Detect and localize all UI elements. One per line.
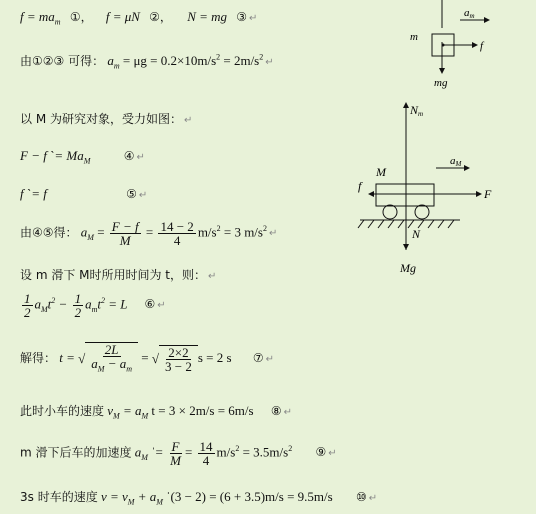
- mark-7: ⑦: [252, 350, 264, 365]
- derive-prefix-2: 由④⑤得：: [20, 225, 78, 240]
- sup: 2: [235, 444, 240, 454]
- mark-6: ⑥: [144, 297, 156, 312]
- label-F: F: [484, 187, 492, 201]
- sup2: 2: [259, 52, 264, 62]
- velocity-prefix: 此时小车的速度: [20, 404, 105, 418]
- label-M: M: [376, 165, 386, 179]
- half-1: $\frac{1}{2}$: [24, 291, 31, 320]
- as: M: [156, 497, 163, 507]
- a-result: = 2m/s: [220, 53, 260, 68]
- unit: m/s: [197, 224, 217, 240]
- eq-line-6: 由④⑤得： $a_M$ = $\frac{F - f}{M}$ = $\frac{14 - 2}{4}$ $m/s^2 = 3$ $m/s^2$ ↵: [20, 219, 278, 248]
- fraction-14-4: $\frac{14}{4}$: [199, 439, 213, 468]
- a-value: = μg = 0.2×10m/s: [119, 53, 217, 68]
- normal-force: N = mg: [187, 9, 228, 24]
- research-object-text: 以 M 为研究对象，受力如图：: [20, 112, 182, 126]
- eq-line-4: F − f ˋ= $Ma_M$ ④ ↵: [20, 148, 145, 166]
- final-result: ˈ(3 − 2) = (6 + 3.5)m/s = 9.5m/s: [162, 489, 333, 504]
- mark-8: ⑧: [270, 404, 282, 418]
- v-result: t = 3 × 2m/s = 6m/s: [148, 403, 254, 418]
- eq-line-11: m 滑下后车的加速度 $a_M$ ˈ= $\frac{F}{M}$ = $\frac{14}{4}$ $m/s^2 = 3.5m/s^2$ ⑨ ↵: [20, 439, 337, 468]
- plus: + a: [134, 489, 157, 504]
- newton-M: F − f ˋ= Ma: [20, 148, 84, 163]
- accel-prefix: m 滑下后车的加速度: [20, 445, 132, 460]
- final-velocity-prefix: 3s 时车的速度: [20, 490, 98, 504]
- solve-prefix: 解得：: [20, 350, 57, 365]
- a-sub: m: [113, 61, 120, 71]
- half-2: $\frac{1}{2}$: [74, 291, 82, 320]
- label-am: am: [464, 7, 475, 20]
- label-N2: N: [412, 227, 421, 241]
- label-N: Nm: [410, 103, 424, 118]
- derive-prefix: 由①②③ 可得：: [20, 54, 105, 68]
- fraction-F-M: $\frac{F}{M}$: [170, 439, 181, 468]
- v: v: [107, 403, 114, 418]
- result: = 3.5m/s: [239, 444, 289, 460]
- sqrt-2: √ $\frac{2\times 2}{3 - 2}$: [152, 345, 198, 373]
- wheel-right: [415, 205, 429, 219]
- aM-sub: M: [87, 233, 94, 243]
- minus: −: [55, 296, 71, 312]
- label-f: f: [480, 40, 484, 52]
- vs: M: [127, 497, 135, 507]
- eq-line-12: 3s 时车的速度 $v = v_M + a_M$ ˈ(3 − 2) = (6 + 3.5)m/s = 9.5m/s ⑩ ↵: [20, 489, 378, 507]
- label-mg: mg: [434, 77, 448, 89]
- v: v =: [100, 489, 119, 504]
- mid: = a: [119, 403, 142, 418]
- t-result: s = 2 s: [197, 349, 232, 365]
- cart-body: [376, 184, 434, 206]
- t1: t: [47, 296, 52, 312]
- cart-force-diagram: [350, 100, 510, 280]
- eq-L: = L: [104, 296, 128, 312]
- t-eq: t =: [59, 349, 75, 365]
- block-force-diagram: [400, 0, 500, 90]
- as: M: [141, 411, 149, 421]
- reaction-equation: f ˋ= f: [20, 186, 47, 201]
- mark-2: ②，: [149, 10, 172, 24]
- label-aM: aM: [450, 155, 462, 168]
- unit: m/s: [216, 444, 236, 460]
- mark-3: ③: [236, 10, 248, 24]
- a: a: [134, 444, 142, 460]
- wheel-left: [383, 205, 397, 219]
- as: M: [141, 453, 148, 463]
- s2: m: [91, 305, 98, 315]
- mark-9: ⑨: [315, 445, 327, 460]
- eq-line-5: f ˋ= f ⑤ ↵: [20, 186, 148, 201]
- sup: 2: [216, 52, 221, 62]
- label-Mg: Mg: [400, 261, 416, 275]
- text-line-3: 以 M 为研究对象，受力如图： ↵: [20, 112, 193, 126]
- mark-4: ④: [123, 149, 135, 163]
- friction-law: f = μN: [105, 9, 140, 24]
- eq-line-2: 由①②③ 可得： $a_m = \mu g = 0.2\times 10m/s^2 = 2m/s^2$ ↵: [20, 52, 274, 71]
- label-f: f: [358, 179, 362, 193]
- text-line-7: 设 m 滑下 M时所用时间为 t，则： ↵: [20, 268, 217, 282]
- friction-equation: $f = ma_m$: [20, 9, 61, 27]
- eq-line-8: $\frac{1}{2}$ $a_Mt^2$ − $\frac{1}{2}$ $a_mt^2 = L$ ⑥ ↵: [24, 291, 166, 320]
- p1: 2: [51, 296, 56, 306]
- vs: M: [113, 411, 120, 421]
- fraction-2: $\frac{14 - 2}{4}$: [160, 219, 194, 248]
- result: = 3 m/s: [220, 224, 263, 240]
- mark-10: ⑩: [355, 490, 367, 504]
- a2: a: [85, 296, 92, 312]
- a-symbol: a: [107, 53, 114, 68]
- eq-line-1: $f = ma_m$ ①， f = μN ②， N = mg ③ ↵: [20, 9, 258, 27]
- sup2: 2: [262, 224, 267, 234]
- eq-line-9: 解得： t = √ $\frac{2L}{a_M - a_m}$ = √ $\frac{2\times 2}{3 - 2}$ s = 2 s ⑦ ↵: [20, 342, 274, 374]
- sup: 2: [216, 224, 221, 234]
- fraction-1: $\frac{F - f}{M}$: [111, 219, 139, 248]
- time-setup-text: 设 m 滑下 M时所用时间为 t，则：: [20, 268, 207, 282]
- prime: ˈ=: [147, 444, 163, 460]
- mark-5: ⑤: [126, 187, 137, 201]
- t2: t: [97, 296, 101, 312]
- sup2: 2: [288, 444, 293, 454]
- p2: 2: [100, 296, 105, 306]
- label-m: m: [410, 31, 418, 43]
- sub-M: M: [83, 156, 91, 166]
- s1: M: [41, 305, 48, 315]
- eq-line-10: 此时小车的速度 $v_M = a_M$ t = 3 × 2m/s = 6m/s ⑧ ↵: [20, 403, 292, 421]
- v2: v: [122, 489, 128, 504]
- eq: =: [184, 444, 193, 460]
- a1: a: [34, 296, 41, 312]
- sqrt-1: √ $\frac{2L}{a_M - a_m}$: [78, 342, 138, 376]
- mark-1: ①，: [69, 10, 93, 24]
- aM: a: [80, 224, 88, 240]
